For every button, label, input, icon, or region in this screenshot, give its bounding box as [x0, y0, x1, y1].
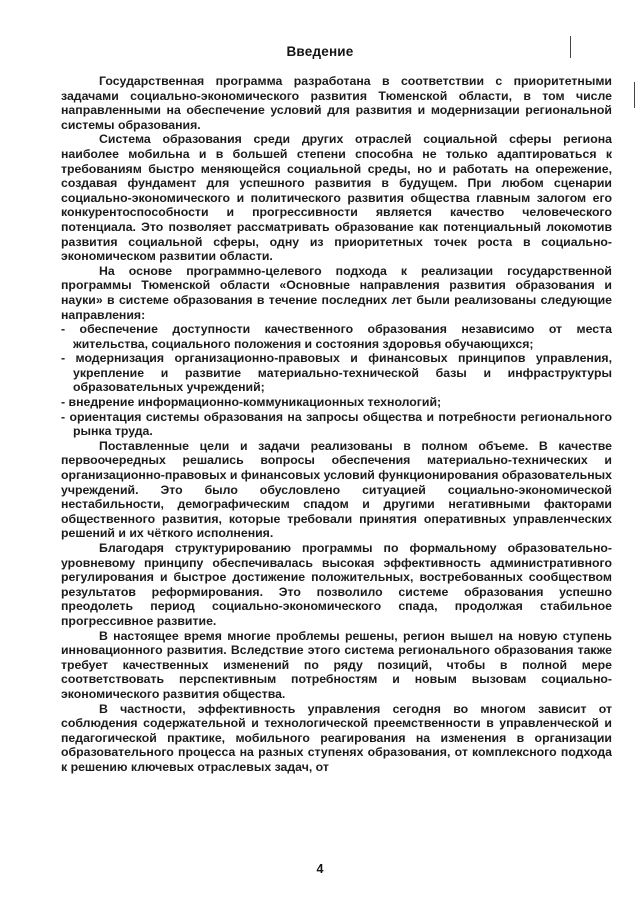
paragraph: Поставленные цели и задачи реализованы в полном объеме. В качестве первоочередных решались вопросы обеспечения материально-технических и организационно-правовых и финансовых условий функционирования образовательных учреждений. Это было обусловлено ситуацией социально-экономической нестабильности, демографическим спадом и другими негативными факторами общественного развития, которые требовали принятия оперативных управленческих решений и их чёткого исполнения.: [61, 438, 612, 541]
paragraph: В настоящее время многие проблемы решены, регион вышел на новую ступень инновационного развития. Вследствие этого система регионального образования также требует качественных изменений по ряду позиций, чтобы в полной мере соответствовать перспективным потребностям и новым вызовам социально-экономического развития общества.: [61, 628, 612, 701]
document-body: [61, 74, 612, 775]
list-item: - ориентация системы образования на запросы общества и потребности регионального рынка труда.: [61, 409, 612, 439]
paragraph: Благодаря структурированию программы по формальному образовательно-уровневому принципу обеспечивалась высокая эффективность административного регулирования и быстрое достижение положительных, востребованных сообществом результатов реформирования. Это позволило системе образования успешно преодолеть период социально-экономического спада, продолжая стабильное прогрессивное развитие.: [61, 541, 612, 628]
list-item: - внедрение информационно-коммуникационных технологий;: [61, 395, 442, 410]
paragraph: На основе программно-целевого подхода к реализации государственной программы Тюменской области «Основные направления развития образования и науки» в системе образования в течение последних лет были реализованы следующие направления:: [61, 263, 612, 322]
paragraph: Государственная программа разработана в соответствии с приоритетными задачами социально-экономического развития Тюменской области, в том числе направленными на обеспечение условий для развития и модернизации региональной системы образования.: [61, 74, 612, 132]
page-number: 4: [316, 862, 324, 876]
paragraph: Система образования среди других отраслей социальной сферы региона наиболее мобильна и в большей степени способна не только адаптироваться к требованиям быстро меняющейся социальной среды, но и работать на опережение, создавая фундамент для успешного развития в будущем. При любом сценарии социально-экономического и политического развития общества главным залогом его конкурентоспособности и прогрессивности является качество человеческого потенциала. Это позволяет рассматривать образование как потенциальный локомотив развития социальной сферы, одну из приоритетных точек роста в социально-экономическом развитии области.: [61, 132, 612, 264]
list-item: - модернизация организационно-правовых и финансовых принципов управления, укрепление и развитие материально-технической базы и инфраструктуры образовательных учреждений;: [61, 351, 612, 395]
page-title: Введение: [286, 44, 354, 59]
scan-mark: [634, 82, 635, 108]
list-item: - обеспечение доступности качественного образования независимо от места жительства, социального положения и состояния здоровья обучающихся;: [61, 322, 612, 351]
paragraph: В частности, эффективность управления сегодня во многом зависит от соблюдения содержательной и технологической преемственности в управленческой и педагогической практике, мобильного реагирования на изменения в организации образовательного процесса на разных ступенях образования, от комплексного подхода к решению ключевых отраслевых задач, от: [61, 701, 612, 774]
